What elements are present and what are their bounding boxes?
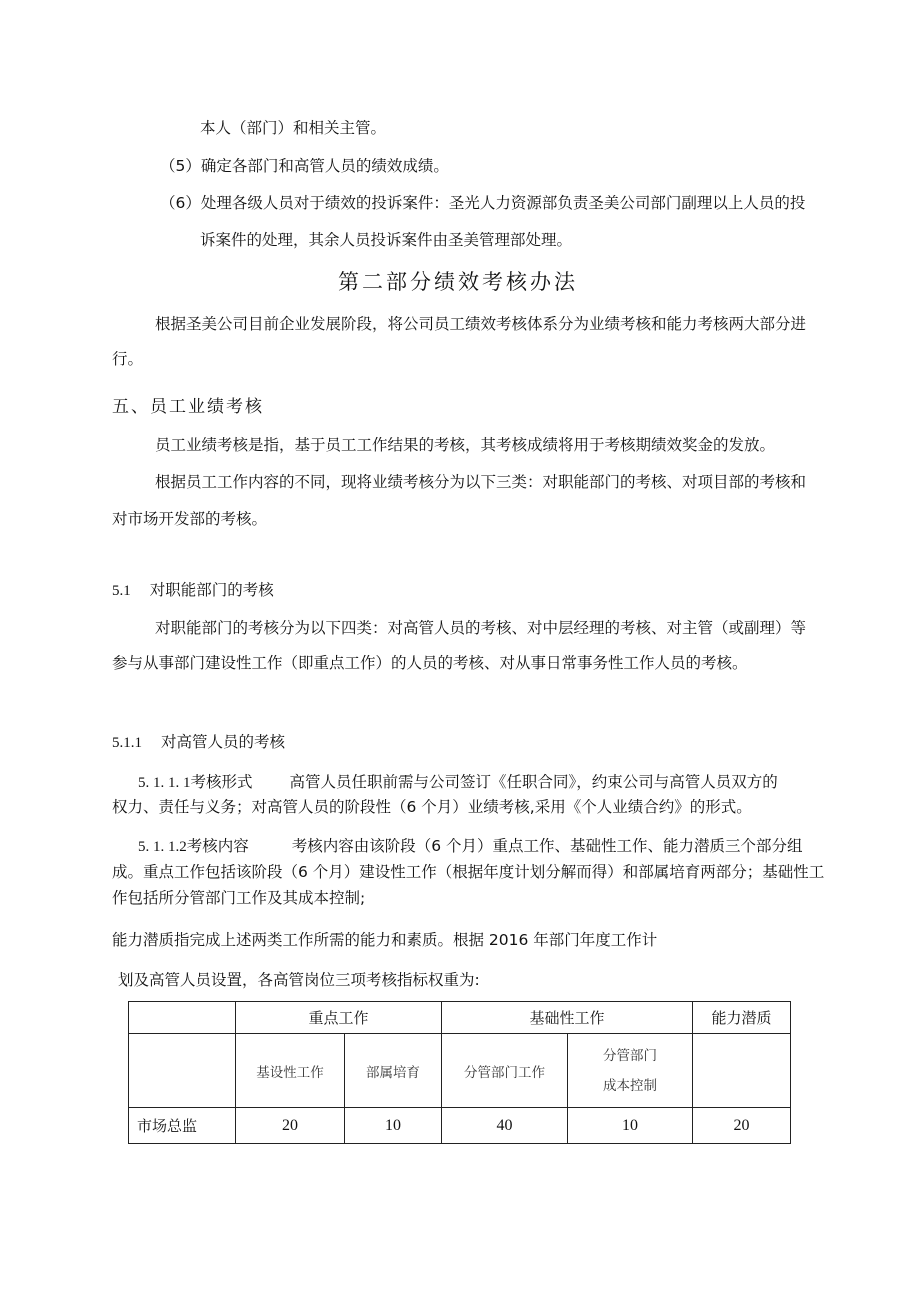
- cell-subordinate: 10: [345, 1108, 442, 1144]
- clause-label: 考核内容: [186, 837, 249, 855]
- text-line: （6）处理各级人员对于绩效的投诉案件：圣光人力资源部负责圣美公司部门副理以上人员的投: [160, 194, 806, 212]
- cell-cost: 10: [568, 1108, 693, 1144]
- subsection-heading: [112, 580, 274, 601]
- paragraph-line: 行。: [112, 350, 144, 368]
- paragraph-line: 权力、责任与义务；对高管人员的阶段性（6 个月）业绩考核,采用《个人业绩合约》的形式。: [112, 798, 752, 816]
- header-basic-work: 基础性工作: [442, 1002, 693, 1034]
- clause-text: 高管人员任职前需与公司签订《任职合同》，约束公司与高管人员双方的: [289, 773, 778, 791]
- subheader-cost-line2: 成本控制: [603, 1077, 658, 1094]
- clause-line: [138, 772, 778, 793]
- subsection-title: 对高管人员的考核: [160, 733, 285, 751]
- paragraph-line: 对职能部门的考核分为以下四类：对高管人员的考核、对中层经理的考核、对主管（或副理）等: [155, 619, 807, 637]
- text-line: 本人（部门）和相关主管。: [200, 119, 387, 137]
- subheader-subordinate: 部属培育: [345, 1034, 442, 1108]
- table-subheader-row: [129, 1034, 791, 1108]
- paragraph-line: 划及高管人员设置，各高管岗位三项考核指标权重为:: [118, 971, 480, 989]
- text-line: 诉案件的处理，其余人员投诉案件由圣美管理部处理。: [200, 231, 573, 249]
- paragraph-line: 成。重点工作包括该阶段（6 个月）建设性工作（根据年度计划分解而得）和部属培育两部分；基础性工: [112, 863, 825, 881]
- subsection-number: 5.1: [112, 583, 131, 599]
- table-row: [129, 1108, 791, 1144]
- header-key-work: 重点工作: [236, 1002, 442, 1034]
- clause-line: [138, 836, 803, 857]
- paragraph-line: 对市场开发部的考核。: [112, 510, 268, 528]
- text-line: （5）确定各部门和高管人员的绩效成绩。: [160, 157, 449, 175]
- table-corner-cell: [129, 1002, 236, 1034]
- paragraph-line: 能力潜质指完成上述两类工作所需的能力和素质。根据 2016 年部门年度工作计: [112, 931, 658, 949]
- subsection-title: 对职能部门的考核: [149, 581, 274, 599]
- subheader-construction: 基设性工作: [236, 1034, 345, 1108]
- clause-number: 5. 1. 1.2: [138, 839, 187, 855]
- clause-label: 考核形式: [190, 773, 253, 791]
- cell-construction: 20: [236, 1108, 345, 1144]
- cell-dept-work: 40: [442, 1108, 568, 1144]
- paragraph-line: 根据员工工作内容的不同，现将业绩考核分为以下三类：对职能部门的考核、对项目部的考核和: [155, 473, 807, 491]
- clause-number: 5. 1. 1. 1: [138, 775, 191, 791]
- part-title: 第二部分绩效考核办法: [338, 270, 578, 294]
- clause-text: 考核内容由该阶段（6 个月）重点工作、基础性工作、能力潜质三个部分组: [291, 837, 803, 855]
- cell-potential: 20: [693, 1108, 791, 1144]
- row-name: 市场总监: [129, 1108, 236, 1144]
- subheader-cost-control: [568, 1034, 693, 1108]
- header-potential: 能力潜质: [693, 1002, 791, 1034]
- subsection-heading: [112, 732, 285, 753]
- table-header-row: [129, 1002, 791, 1034]
- weight-table: [128, 1001, 791, 1144]
- subheader-dept-work: 分管部门工作: [442, 1034, 568, 1108]
- paragraph-line: 参与从事部门建设性工作（即重点工作）的人员的考核、对从事日常事务性工作人员的考核。: [112, 654, 748, 672]
- paragraph-line: 员工业绩考核是指，基于员工工作结果的考核，其考核成绩将用于考核期绩效奖金的发放。: [155, 436, 776, 454]
- section-heading: 五、员工业绩考核: [112, 397, 264, 417]
- paragraph-line: 作包括所分管部门工作及其成本控制;: [112, 889, 366, 907]
- table-empty-cell: [693, 1034, 791, 1108]
- table-empty-cell: [129, 1034, 236, 1108]
- paragraph-line: 根据圣美公司目前企业发展阶段，将公司员工绩效考核体系分为业绩考核和能力考核两大部分进: [155, 315, 807, 333]
- subheader-cost-line1: 分管部门: [603, 1047, 658, 1064]
- subsection-number: 5.1.1: [112, 735, 142, 751]
